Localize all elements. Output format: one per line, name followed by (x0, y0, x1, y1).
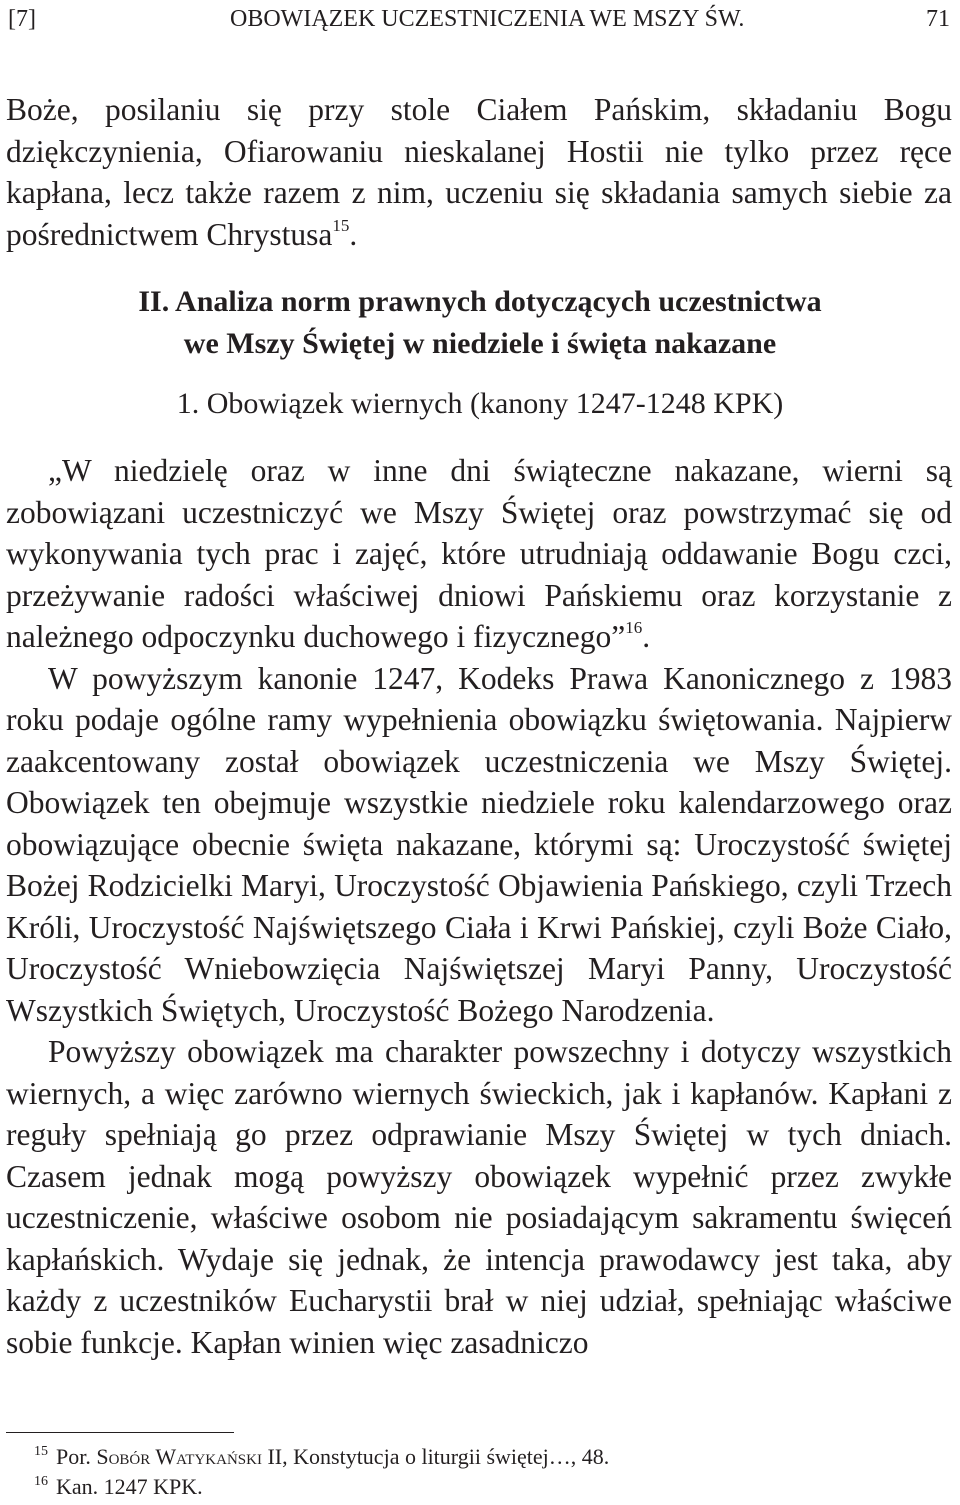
footnote-15 (34, 1442, 934, 1472)
footnote-ref-16: 16 (625, 618, 643, 637)
footnote-ref-15: 15 (332, 215, 350, 235)
footnotes (34, 1442, 934, 1502)
quote-paragraph (6, 450, 952, 658)
footnote-number: 16 (34, 1474, 48, 1489)
paragraph-2: W powyższym kanonie 1247, Kodeks Prawa Kanonicznego z 1983 roku podaje ogólne ramy wypełnienia obowiązku świętowania. Najpierw zaakcentowany został obowiązek uczestniczenia we Mszy Świętej. Obowiązek ten obejmuje wszystkie niedziele roku kalendarzowego oraz obowiązujące obecnie święta nakazane, którymi są: Uroczystość świętej Bożej Rodzicielki Maryi, Uroczystość Objawienia Pańskiego, czyli Trzech Króli, Uroczystość Najświętszego Ciała i Krwi Pańskiej, czyli Boże Ciało, Uroczystość Wniebowzięcia Najświętszej Maryi Panny, Uroczystość Wszystkich Świętych, Uroczystość Bożego Narodzenia. (6, 660, 952, 1028)
footnote-text: Kan. 1247 KPK. (56, 1474, 203, 1499)
intro-paragraph-end: . (349, 216, 358, 252)
footnote-separator (6, 1432, 234, 1433)
running-header (8, 4, 950, 34)
footnote-author: Sobór Watykański (96, 1444, 262, 1469)
section-heading-line-1: II. Analiza norm prawnych dotyczących uczestnictwa (138, 285, 822, 318)
running-title: OBOWIĄZEK UCZESTNICZENIA WE MSZY ŚW. (230, 6, 745, 32)
section-heading-line-2: we Mszy Świętej w niedziele i święta nakazane (183, 327, 777, 360)
footnote-16 (34, 1472, 934, 1502)
intro-paragraph (6, 89, 952, 255)
paragraph-3: Powyższy obowiązek ma charakter powszechny i dotyczy wszystkich wiernych, a więc zarówno wiernych świeckich, jak i kapłanów. Kapłani z reguły spełniają go przez odprawianie Mszy Świętej w tych dniach. Czasem jednak mogą powyższy obowiązek wypełnić przez zwykłe uczestniczenie, właściwe osobom nie posiadającym sakramentu święceń kapłańskich. Wydaje się jednak, że intencja prawodawcy jest taka, aby każdy z uczestników Eucharystii brał w niej udział, spełniając właściwe sobie funkcje. Kapłan winien więc zasadniczo (6, 1034, 952, 1360)
main-text (6, 450, 952, 1363)
chapter-number: [7] (8, 6, 36, 32)
footnote-pre: Por. (56, 1444, 97, 1469)
subsection-heading: 1. Obowiązek wiernych (kanony 1247-1248 KPK) (176, 387, 784, 420)
footnote-number: 15 (34, 1444, 48, 1459)
quote-paragraph-text: „W niedzielę oraz w inne dni świąteczne nakazane, wierni są zobowiązani uczestniczyć we Mszy Świętej oraz powstrzymać się od wykonywania tych prac i zajęć, które utrudniają oddawanie Bogu czci, przeżywanie radości właściwej dniowi Pańskiemu oraz korzystanie z należnego odpoczynku duchowego i fizycznego” (6, 453, 952, 654)
intro-paragraph-text: Boże, posilaniu się przy stole Ciałem Pańskim, składaniu Bogu dziękczynienia, Ofiarowaniu nieskalanej Hostii nie tylko przez ręce kapłana, lecz także razem z nim, uczeniu się składania samych siebie za pośrednictwem Chrystusa (6, 92, 952, 252)
page-number: 71 (926, 6, 950, 32)
quote-paragraph-end: . (642, 619, 651, 654)
footnote-rest: II, Konstytucja o liturgii świętej…, 48. (261, 1444, 610, 1469)
